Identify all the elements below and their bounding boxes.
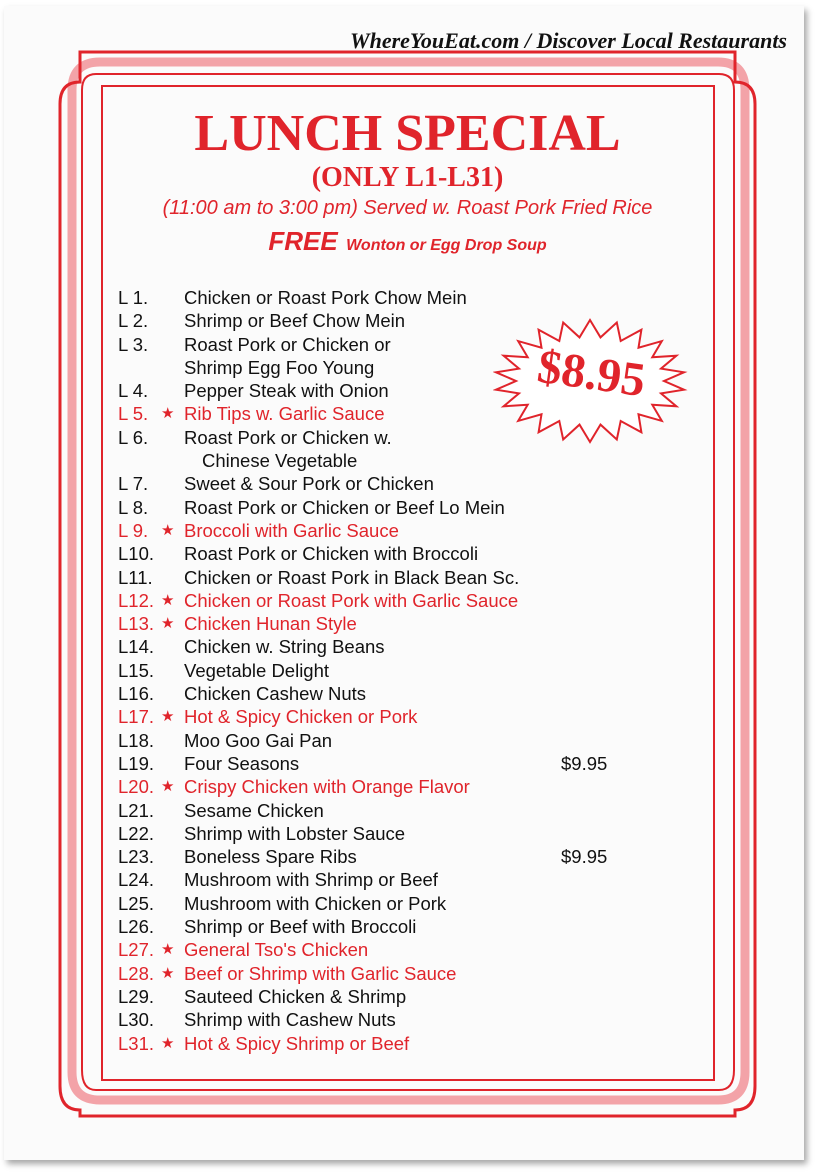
menu-item-name: Crispy Chicken with Orange Flavor: [184, 776, 470, 798]
menu-item: [118, 309, 638, 332]
menu-item-code: L11.: [118, 566, 153, 588]
spicy-star-icon: ★: [161, 405, 175, 423]
menu-item-price: $9.95: [561, 752, 608, 774]
menu-item-name: Sweet & Sour Pork or Chicken: [184, 473, 434, 495]
menu-item-code: L 2.: [118, 310, 149, 332]
menu-item: [118, 938, 638, 961]
menu-item-name: Shrimp Egg Foo Young: [184, 356, 375, 378]
menu-item-code: L 4.: [118, 380, 149, 402]
menu-item-code: L 1.: [118, 287, 149, 308]
menu-item-code: L28.: [118, 962, 155, 984]
spicy-star-icon: ★: [161, 591, 175, 609]
menu-item-name: Broccoli with Garlic Sauce: [184, 519, 399, 541]
menu-item-code: L24.: [118, 869, 155, 891]
menu-item-name: Roast Pork or Chicken with Broccoli: [184, 543, 479, 565]
menu-item: [118, 519, 638, 542]
menu-item: [118, 402, 638, 425]
menu-item-code: L 8.: [118, 496, 149, 518]
menu-item-continuation: [118, 449, 638, 472]
menu-item-code: L23.: [118, 846, 155, 868]
site-watermark: WhereYouEat.com / Discover Local Restaurants: [350, 28, 787, 53]
menu-item-name: Roast Pork or Chicken or: [184, 333, 391, 355]
menu-item: [118, 1008, 638, 1031]
menu-item-name: Hot & Spicy Shrimp or Beef: [184, 1032, 410, 1054]
menu-item-code: L27.: [118, 939, 155, 961]
menu-item-name: Chicken or Roast Pork in Black Bean Sc.: [184, 566, 520, 588]
menu-item-continuation: [118, 356, 638, 379]
menu-item: [118, 612, 638, 635]
menu-item-name: Chicken Cashew Nuts: [184, 683, 366, 705]
menu-item: [118, 845, 638, 868]
menu-item-name: Hot & Spicy Chicken or Pork: [184, 706, 418, 728]
menu-item-code: L13.: [118, 613, 155, 635]
menu-item-name: Chicken Hunan Style: [184, 613, 357, 635]
menu-item-name: Shrimp with Cashew Nuts: [184, 1009, 396, 1031]
spicy-star-icon: ★: [161, 708, 175, 726]
menu-item: [118, 752, 638, 775]
menu-item: [118, 868, 638, 891]
menu-item: [118, 915, 638, 938]
menu-item: [118, 985, 638, 1008]
menu-item-name: Chicken or Roast Pork with Garlic Sauce: [184, 589, 519, 611]
spicy-star-icon: ★: [161, 964, 175, 982]
menu-item-code: L22.: [118, 822, 155, 844]
menu-item-name: Roast Pork or Chicken w.: [184, 426, 392, 448]
menu-item: [118, 822, 638, 845]
menu-item: [118, 775, 638, 798]
free-label: FREE: [268, 226, 338, 256]
spicy-star-icon: ★: [161, 615, 175, 633]
menu-item: [118, 962, 638, 985]
menu-item-code: L16.: [118, 683, 155, 705]
page-subtitle: (ONLY L1-L31): [311, 162, 504, 193]
menu-item: [118, 333, 638, 356]
menu-item: [118, 705, 638, 728]
menu-item-code: L18.: [118, 729, 155, 751]
menu-item-name: Shrimp with Lobster Sauce: [184, 822, 406, 844]
menu-item-code: L10.: [118, 543, 155, 565]
menu-item-code: L15.: [118, 659, 155, 681]
menu-item-code: L31.: [118, 1032, 155, 1054]
menu-item: [118, 892, 638, 915]
menu-item-name: Shrimp or Beef with Broccoli: [184, 916, 417, 938]
menu-item-name: Chicken w. String Beans: [184, 636, 385, 658]
menu-item-code: L 6.: [118, 426, 149, 448]
menu-item: [118, 286, 638, 309]
menu-item-code: L25.: [118, 892, 155, 914]
menu-item-code: L26.: [118, 916, 155, 938]
menu-item: [118, 682, 638, 705]
menu-item-code: L 7.: [118, 473, 149, 495]
free-soup-line: [0, 226, 815, 257]
menu-item-name: Boneless Spare Ribs: [184, 846, 357, 868]
menu-item: [118, 659, 638, 682]
spicy-star-icon: ★: [161, 941, 175, 959]
menu-item-name: Shrimp or Beef Chow Mein: [184, 310, 406, 332]
free-soup-text: Wonton or Egg Drop Soup: [346, 237, 547, 254]
menu-item-name: Four Seasons: [184, 752, 300, 774]
menu-item-name: Pepper Steak with Onion: [184, 380, 389, 402]
menu-item-name: Moo Goo Gai Pan: [184, 729, 333, 751]
menu-item-code: L30.: [118, 1009, 155, 1031]
menu-item: [118, 472, 638, 495]
menu-item-name: Chinese Vegetable: [202, 450, 358, 472]
menu-item: [118, 379, 638, 402]
spicy-star-icon: ★: [161, 1034, 175, 1052]
menu-item: [118, 589, 638, 612]
menu-item-name: Vegetable Delight: [184, 659, 330, 681]
spicy-star-icon: ★: [161, 778, 175, 796]
menu-item: [118, 1032, 638, 1055]
menu-item-name: Roast Pork or Chicken or Beef Lo Mein: [184, 496, 505, 518]
menu-item-code: L21.: [118, 799, 155, 821]
menu-item-name: Sesame Chicken: [184, 799, 324, 821]
menu-item-name: Sauteed Chicken & Shrimp: [184, 985, 407, 1007]
price-badge: $8.95: [534, 339, 649, 408]
spicy-star-icon: ★: [161, 521, 175, 539]
menu-item-name: Beef or Shrimp with Garlic Sauce: [184, 962, 457, 984]
menu-item-code: L19.: [118, 752, 155, 774]
lunch-menu-list: [118, 286, 638, 1055]
menu-item-name: Rib Tips w. Garlic Sauce: [184, 403, 385, 425]
menu-item: [118, 496, 638, 519]
menu-item-name: Mushroom with Shrimp or Beef: [184, 869, 438, 891]
serving-hours: (11:00 am to 3:00 pm) Served w. Roast Pork Fried Rice: [162, 197, 653, 219]
menu-item: [118, 426, 638, 449]
menu-item-code: L20.: [118, 776, 155, 798]
menu-item-code: L 3.: [118, 333, 149, 355]
menu-item: [118, 542, 638, 565]
menu-item: [118, 729, 638, 752]
menu-item-code: L17.: [118, 706, 155, 728]
menu-item-code: L 9.: [118, 519, 149, 541]
menu-item-name: General Tso's Chicken: [184, 939, 369, 961]
menu-item-price: $9.95: [561, 846, 608, 868]
menu-item: [118, 566, 638, 589]
menu-item-code: L12.: [118, 589, 155, 611]
menu-item: [118, 635, 638, 658]
menu-item-code: L 5.: [118, 403, 149, 425]
menu-item: [118, 799, 638, 822]
page-title: LUNCH SPECIAL: [194, 105, 621, 162]
menu-item-name: Chicken or Roast Pork Chow Mein: [184, 287, 467, 308]
menu-item-code: L14.: [118, 636, 155, 658]
menu-item-name: Mushroom with Chicken or Pork: [184, 892, 447, 914]
menu-item-code: L29.: [118, 985, 155, 1007]
